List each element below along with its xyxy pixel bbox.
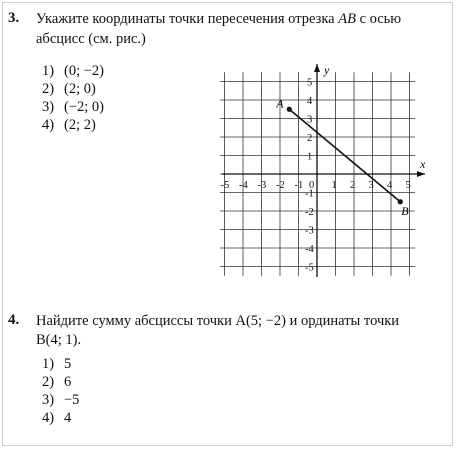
y-tick-label: -2 (305, 207, 314, 218)
q4-option-4-value: 4 (64, 410, 72, 426)
q4-option-2-num: 2) (42, 374, 55, 390)
y-tick-label: -5 (305, 262, 314, 274)
question-4-text-line1: Найдите сумму абсциссы точки A(5; −2) и ординаты точки (36, 313, 400, 329)
q4-option-3[interactable] (42, 391, 79, 409)
q3-option-2[interactable] (42, 80, 96, 98)
q3-option-3-value: (−2; 0) (64, 99, 104, 115)
q3-option-2-num: 2) (42, 81, 55, 97)
question-3-text-part1: Укажите координаты точки пересечения отрезка (36, 11, 339, 27)
x-tick-label: -5 (220, 180, 230, 191)
question-4-text-line2: B(4; 1). (36, 332, 82, 348)
point-a-label: A (276, 96, 284, 111)
question-3-text-line2: абсцисс (см. рис.) (36, 31, 146, 47)
question-3-text (36, 10, 451, 29)
q4-option-1-value: 5 (64, 356, 72, 372)
y-tick-label: 4 (307, 96, 313, 107)
x-axis-arrow-icon (417, 171, 425, 177)
coordinate-figure (220, 62, 430, 282)
y-tick-label: 1 (307, 151, 313, 163)
q3-option-1[interactable] (42, 62, 104, 80)
q3-option-1-value: (0; −2) (64, 63, 104, 79)
q3-option-4-num: 4) (42, 117, 55, 133)
x-tick-label: 5 (405, 180, 411, 191)
x-tick-label: 2 (350, 180, 356, 191)
y-tick-label: -1 (305, 188, 314, 200)
q4-option-2[interactable] (42, 373, 71, 391)
question-3-text-segment: AB (338, 11, 356, 27)
y-tick-label: 3 (307, 114, 313, 126)
q4-option-4-num: 4) (42, 410, 55, 426)
q4-option-4[interactable] (42, 409, 71, 427)
q4-option-2-value: 6 (64, 374, 72, 390)
coordinate-plane (220, 62, 430, 282)
x-tick-label: -3 (257, 180, 267, 191)
q4-option-3-num: 3) (42, 392, 55, 408)
x-axis-label: x (420, 157, 426, 171)
q3-option-3-num: 3) (42, 99, 55, 115)
x-tick-label: 3 (368, 180, 374, 191)
q3-option-2-value: (2; 0) (64, 81, 96, 97)
x-tick-label: 4 (387, 180, 393, 191)
y-axis-label: y (324, 63, 330, 77)
point-a (287, 107, 292, 112)
question-3-number: 3. (8, 10, 20, 26)
q4-option-1[interactable] (42, 355, 71, 373)
x-tick-label: 1 (331, 180, 337, 191)
question-3-text-part2: с осью (355, 11, 402, 27)
y-tick-label: -3 (305, 225, 314, 237)
q3-option-4[interactable] (42, 116, 96, 134)
x-tick-label: 0 (309, 180, 315, 191)
q4-option-1-num: 1) (42, 356, 55, 372)
point-b-label: B (401, 203, 409, 218)
tick-labels (221, 78, 411, 274)
q4-option-3-value: −5 (64, 392, 80, 408)
q3-option-3[interactable] (42, 98, 104, 116)
q3-option-1-num: 1) (42, 63, 55, 79)
y-axis-arrow-icon (314, 64, 320, 72)
y-tick-label: 2 (307, 133, 313, 144)
x-tick-label: -2 (276, 180, 285, 191)
q3-option-4-value: (2; 2) (64, 117, 96, 133)
x-tick-label: -4 (239, 180, 248, 191)
y-tick-label: -4 (305, 244, 314, 255)
question-4-number: 4. (8, 312, 20, 328)
x-tick-label: -1 (294, 180, 304, 191)
y-tick-label: 5 (307, 77, 313, 89)
